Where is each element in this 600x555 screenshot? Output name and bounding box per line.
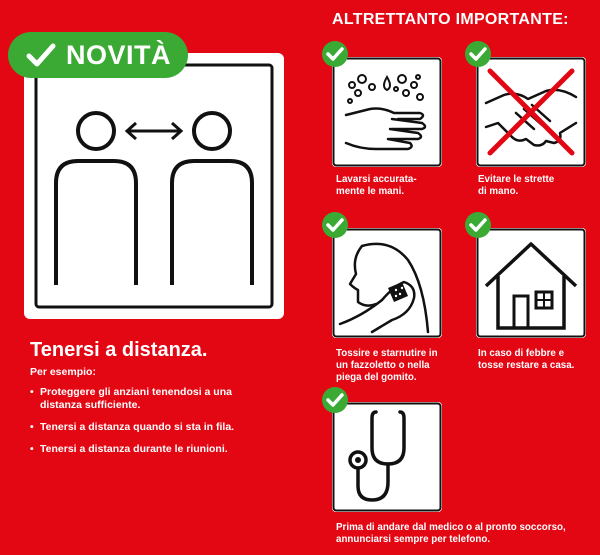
card-stay-home bbox=[476, 228, 586, 338]
list-item: • Tenersi a distanza durante le riunioni. bbox=[30, 443, 270, 456]
check-icon bbox=[465, 41, 491, 67]
no-handshake-icon bbox=[476, 57, 586, 167]
caption-call-doctor: Prima di andare dal medico o al pronto soccorso, annunciarsi sempre per telefono. bbox=[336, 522, 566, 545]
list-item: • Proteggere gli anziani tenendosi a una distanza sufficiente. bbox=[30, 386, 270, 412]
card-no-handshake bbox=[476, 57, 586, 167]
card-call-doctor bbox=[332, 402, 442, 512]
hand-washing-icon bbox=[332, 57, 442, 167]
list-item: • Tenersi a distanza quando si sta in fila. bbox=[30, 421, 270, 434]
house-icon bbox=[476, 228, 586, 338]
intro-text: Per esempio: bbox=[30, 366, 96, 378]
check-icon bbox=[322, 41, 348, 67]
caption-cough-elbow: Tossire e starnutire in un fazzoletto o nella piega del gomito. bbox=[336, 348, 438, 383]
caption-no-handshake: Evitare le strette di mano. bbox=[478, 174, 555, 197]
card-hand-washing bbox=[332, 57, 442, 167]
two-people-distance-icon bbox=[34, 63, 274, 309]
check-icon bbox=[322, 212, 348, 238]
novita-badge bbox=[8, 32, 188, 78]
main-title: Tenersi a distanza. bbox=[30, 339, 208, 361]
bullet-list bbox=[30, 386, 270, 465]
stethoscope-icon bbox=[332, 402, 442, 512]
check-icon bbox=[465, 212, 491, 238]
caption-stay-home: In caso di febbre e tosse restare a casa. bbox=[478, 348, 575, 371]
caption-hand-washing: Lavarsi accurata- mente le mani. bbox=[336, 174, 417, 197]
section-header: ALTRETTANTO IMPORTANTE: bbox=[332, 11, 569, 28]
check-icon bbox=[322, 387, 348, 413]
main-distance-card bbox=[24, 53, 284, 319]
check-icon bbox=[24, 38, 58, 72]
card-cough-elbow bbox=[332, 228, 442, 338]
badge-label: NOVITÀ bbox=[66, 39, 172, 70]
cough-into-elbow-icon bbox=[332, 228, 442, 338]
